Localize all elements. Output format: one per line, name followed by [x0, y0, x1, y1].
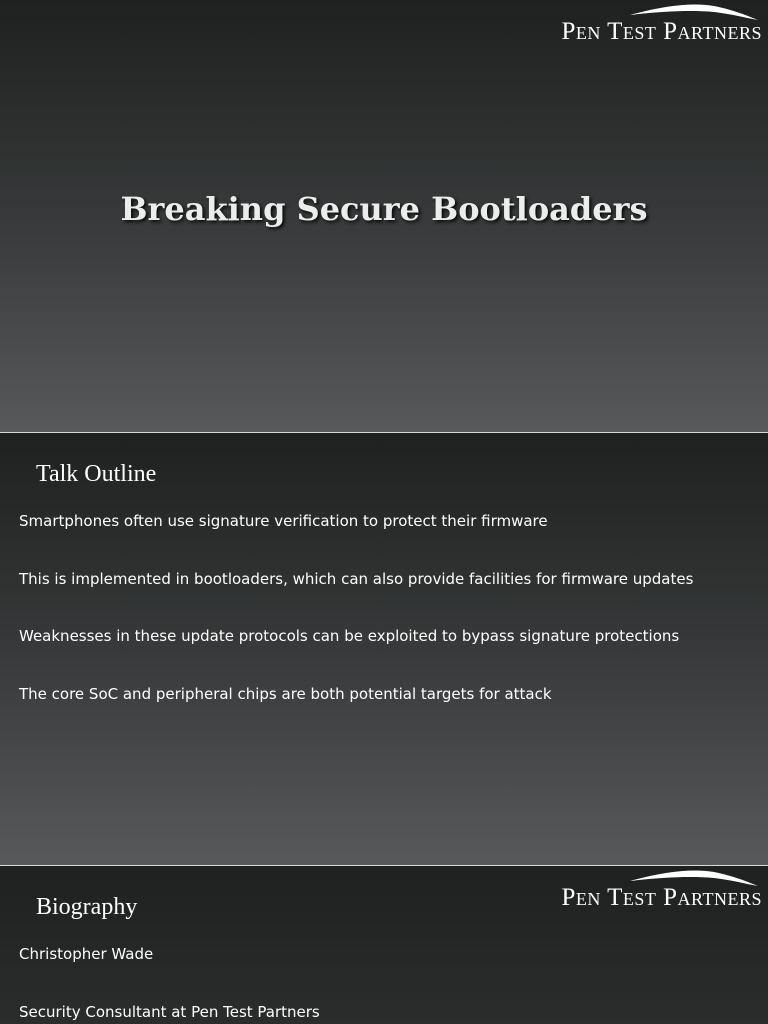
pen-test-partners-logo [542, 2, 762, 52]
list-item: Smartphones often use signature verification to protect their firmware [19, 512, 548, 530]
title-slide [0, 0, 768, 432]
list-item: Christopher Wade [19, 945, 154, 963]
section-heading: Biography [36, 894, 138, 920]
pen-test-partners-logo [542, 868, 762, 918]
list-item: Security Consultant at Pen Test Partners [19, 1003, 320, 1021]
section-heading: Talk Outline [36, 461, 157, 487]
presentation-title: Breaking Secure Bootloaders [120, 190, 648, 228]
logo-text: Pen Test Partners [561, 884, 762, 911]
biography-slide [0, 866, 768, 1024]
list-item: This is implemented in bootloaders, which can also provide facilities for firmware updates [19, 570, 694, 588]
list-item: Weaknesses in these update protocols can be exploited to bypass signature protections [19, 627, 680, 645]
list-item: The core SoC and peripheral chips are both potential targets for attack [19, 685, 552, 703]
logo-text: Pen Test Partners [561, 18, 762, 45]
talk-outline-slide [0, 433, 768, 865]
